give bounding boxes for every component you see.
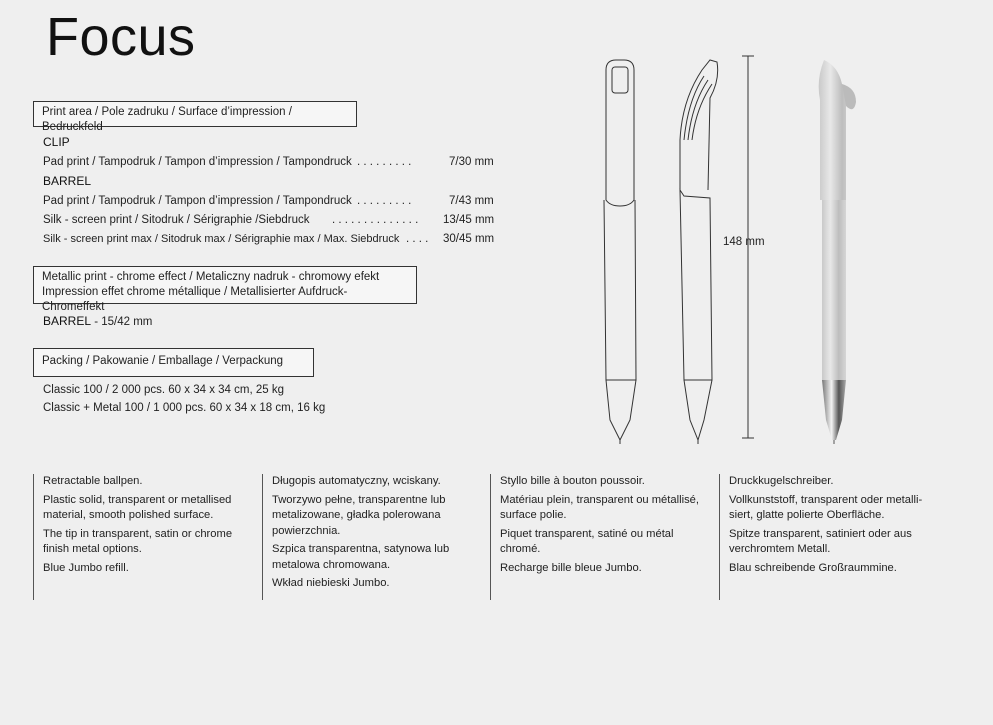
clip-row	[43, 156, 494, 168]
description-line: Retractable ballpen.	[43, 475, 143, 487]
barrel-row-label: Pad print / Tampodruk / Tampon d’impression / Tampondruck	[43, 195, 352, 207]
pen-front-outline	[604, 60, 636, 444]
description-line: Piquet transparent, satiné ou métal chromé.	[500, 527, 674, 555]
barrel-row-dots: . . . . . . . . . . . . . .	[332, 214, 419, 226]
packing-header-text: Packing / Pakowanie / Emballage / Verpackung	[42, 355, 284, 367]
pen-silver	[819, 60, 856, 444]
page-title: Focus	[46, 7, 196, 67]
pen-illustration	[580, 40, 880, 460]
description-line: Matériau plein, transparent ou métallisé, surface polie.	[500, 493, 699, 521]
clip-row-label: Pad print / Tampodruk / Tampon d’impression / Tampondruck	[43, 156, 352, 168]
barrel-row	[43, 195, 494, 207]
description-line: Długopis automatyczny, wciskany.	[272, 475, 441, 487]
packing-header	[33, 348, 314, 377]
description-line: Szpica transparentna, satynowa lub metalowa chromowana.	[272, 543, 450, 571]
packing-row: Classic + Metal 100 / 1 000 pcs. 60 x 34 x 18 cm, 16 kg	[43, 402, 326, 414]
barrel-label: BARREL	[43, 174, 92, 188]
metallic-header-line2: Impression effet chrome métallique / Metallisierter Aufdruck-Chromeffekt	[42, 286, 348, 313]
barrel-row-dots: . . . . . . . . .	[357, 195, 412, 207]
description-column-fr	[490, 474, 704, 600]
metallic-barrel-label: BARREL	[43, 314, 92, 328]
description-line: Tworzywo pełne, transparentne lub metalizowane, gładka polerowana powierzchnia.	[272, 493, 446, 537]
description-line: The tip in transparent, satin or chrome finish metal options.	[43, 527, 233, 555]
description-line: Blau schreibende Großraummine.	[729, 561, 897, 574]
barrel-row	[43, 233, 495, 245]
description-line: Blue Jumbo refill.	[43, 561, 129, 574]
description-line: Recharge bille bleue Jumbo.	[500, 561, 642, 574]
description-line: Vollkunststoff, transparent oder metalli-siert, glatte polierte Oberfläche.	[729, 493, 923, 521]
barrel-row-dots: . . . .	[406, 233, 429, 245]
print-area-header-text: Print area / Pole zadruku / Surface d’impression / Bedruckfeld	[42, 106, 292, 133]
barrel-row-value: 13/45 mm	[443, 214, 495, 226]
packing-row: Classic 100 / 2 000 pcs. 60 x 34 x 34 cm, 25 kg	[43, 384, 284, 396]
clip-row-dots: . . . . . . . . .	[357, 156, 412, 168]
description-column-en	[33, 474, 247, 600]
barrel-row-label: Silk - screen print max / Sitodruk max / Sérigraphie max / Max. Siebdruck	[43, 233, 400, 245]
description-line: Druckkugelschreiber.	[729, 475, 834, 487]
description-line: Styllo bille à bouton poussoir.	[500, 475, 645, 487]
metallic-header	[33, 266, 417, 313]
dimension-label: 148 mm	[723, 236, 765, 248]
print-area-header	[33, 101, 357, 133]
clip-row-value: 7/30 mm	[449, 156, 494, 168]
barrel-row-value: 7/43 mm	[449, 195, 494, 207]
barrel-row	[43, 214, 495, 226]
description-line: Spitze transparent, satiniert oder aus verchromtem Metall.	[729, 527, 912, 555]
description-column-pl	[262, 474, 476, 600]
barrel-row-value: 30/45 mm	[443, 233, 495, 245]
pen-side-outline	[680, 60, 718, 444]
description-line: Plastic solid, transparent or metallised material, smooth polished surface.	[43, 493, 232, 521]
clip-label: CLIP	[43, 135, 70, 149]
barrel-row-label: Silk - screen print / Sitodruk / Sérigraphie /Siebdruck	[43, 214, 310, 226]
metallic-header-line1: Metallic print - chrome effect / Metaliczny nadruk - chromowy efekt	[42, 271, 380, 283]
description-column-de	[719, 474, 933, 600]
metallic-barrel-value: - 15/42 mm	[91, 316, 153, 328]
description-line: Wkład niebieski Jumbo.	[272, 577, 390, 589]
metallic-barrel-row	[43, 314, 152, 328]
